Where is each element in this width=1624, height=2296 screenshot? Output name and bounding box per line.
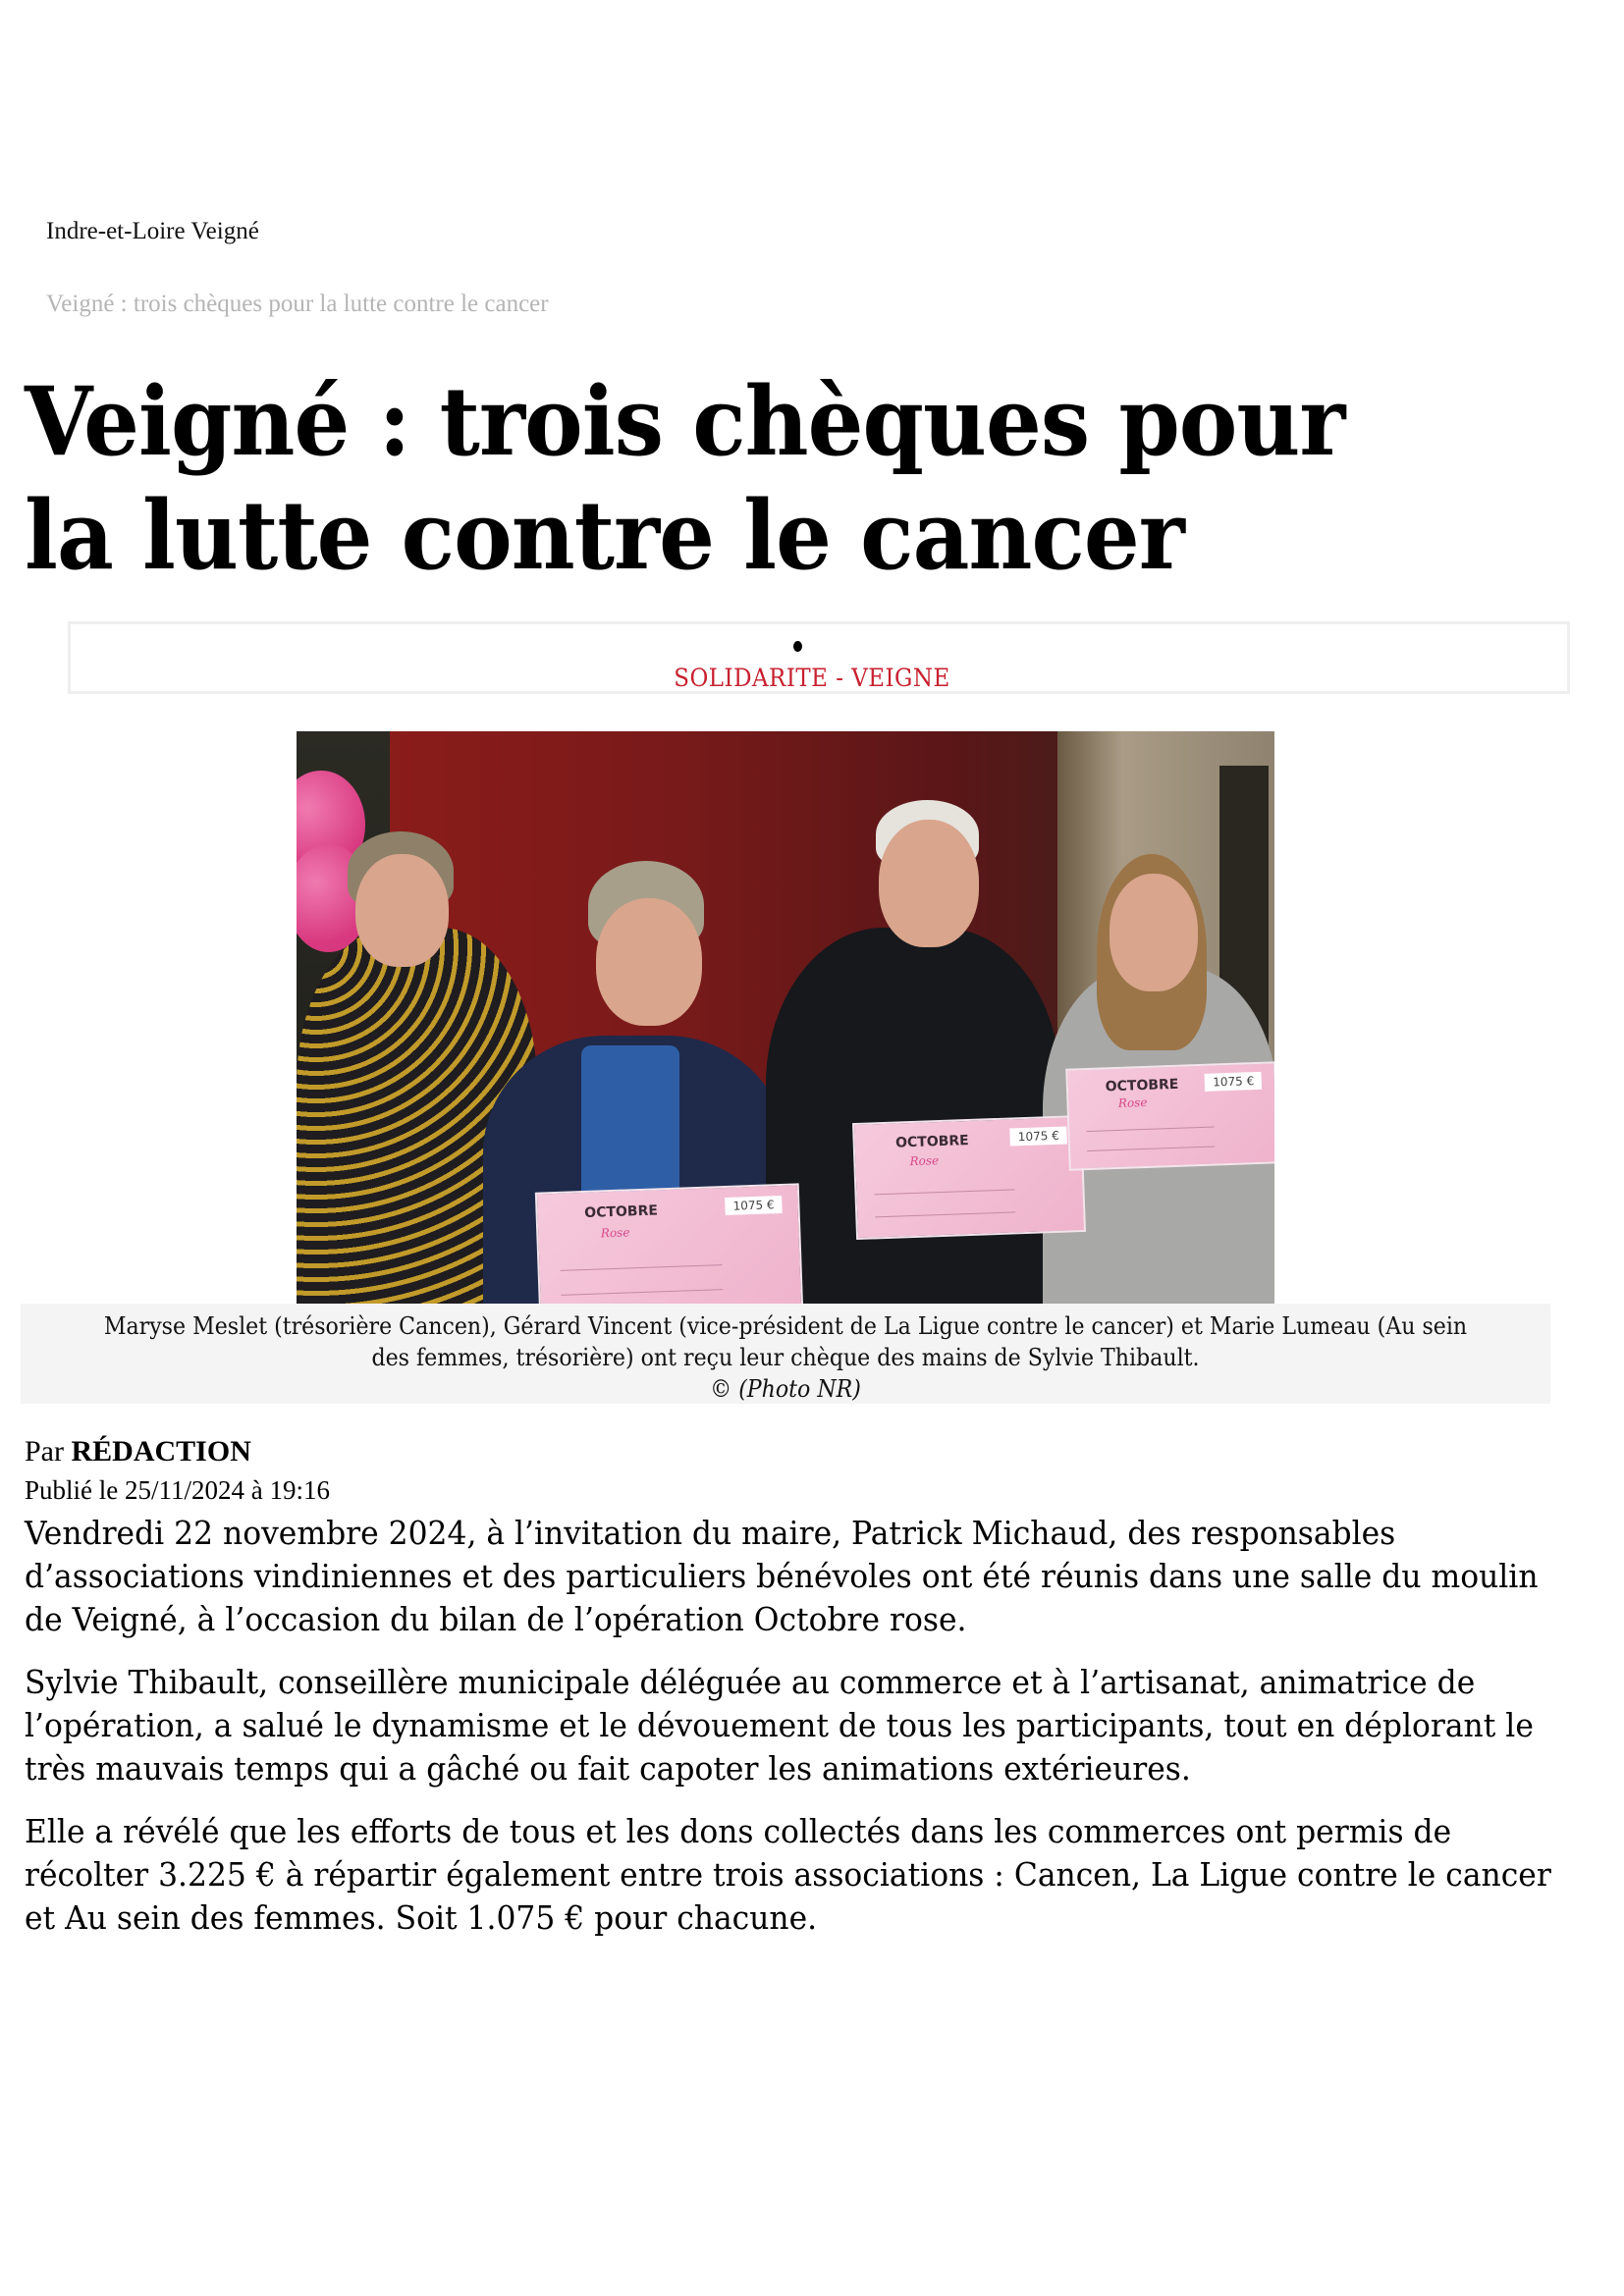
section-tag-link[interactable]: SOLIDARITE - VEIGNE	[674, 664, 950, 692]
paragraph: Vendredi 22 novembre 2024, à l’invitation du maire, Patrick Michaud, des responsables d’associations vindiniennes et des particuliers bénévoles ont été réunis dans une salle du moulin de Veigné, à l’occasion du bilan de l’opération Octobre rose.	[25, 1514, 1539, 1638]
byline	[25, 1435, 251, 1468]
paragraph: Sylvie Thibault, conseillère municipale déléguée au commerce et à l’artisanat, animatrice de l’opération, a salué le dynamisme et le dévouement de tous les participants, tout en déplorant le très mauvais temps qui a gâché ou fait capoter les animations extérieures.	[25, 1663, 1534, 1788]
cheque-au-sein-des-femmes: OCTOBRE Rose 1075 €	[1065, 1061, 1274, 1170]
page-title: Veigné : trois chèques pour la lutte contre le cancer	[25, 366, 1345, 591]
photo-caption	[21, 1310, 1550, 1405]
bullet-icon	[793, 641, 802, 652]
caption-text: Maryse Meslet (trésorière Cancen), Gérard Vincent (vice-président de La Ligue contre le cancer) et Marie Lumeau (Au sein des femmes, trésorière) ont reçu leur chèque des mains de Sylvie Thibault.	[103, 1312, 1468, 1371]
cheque-ligue: OCTOBRE Rose 1075 €	[852, 1115, 1086, 1240]
article-photo[interactable]	[297, 731, 1274, 1304]
copyright-icon: ©	[710, 1375, 732, 1403]
breadcrumb-region[interactable]: Indre-et-Loire Veigné	[46, 218, 259, 244]
author-link[interactable]: RÉDACTION	[71, 1435, 251, 1468]
breadcrumb-article[interactable]: Veigné : trois chèques pour la lutte contre le cancer	[46, 291, 549, 317]
article-body	[25, 1512, 1576, 1959]
cheque-cancen: OCTOBRE Rose 1075 €	[535, 1183, 803, 1304]
photo-credit	[81, 1373, 1489, 1405]
byline-prefix: Par	[25, 1435, 64, 1468]
credit-text: (Photo NR)	[738, 1375, 861, 1403]
publish-date: Publié le 25/11/2024 à 19:16	[25, 1475, 330, 1505]
paragraph: Elle a révélé que les efforts de tous et les dons collectés dans les commerces ont permis de récolter 3.225 € à répartir également entre trois associations : Cancen, La Ligue contre le cancer et Au sein des femmes. Soit 1.075 € pour chacune.	[25, 1812, 1551, 1937]
